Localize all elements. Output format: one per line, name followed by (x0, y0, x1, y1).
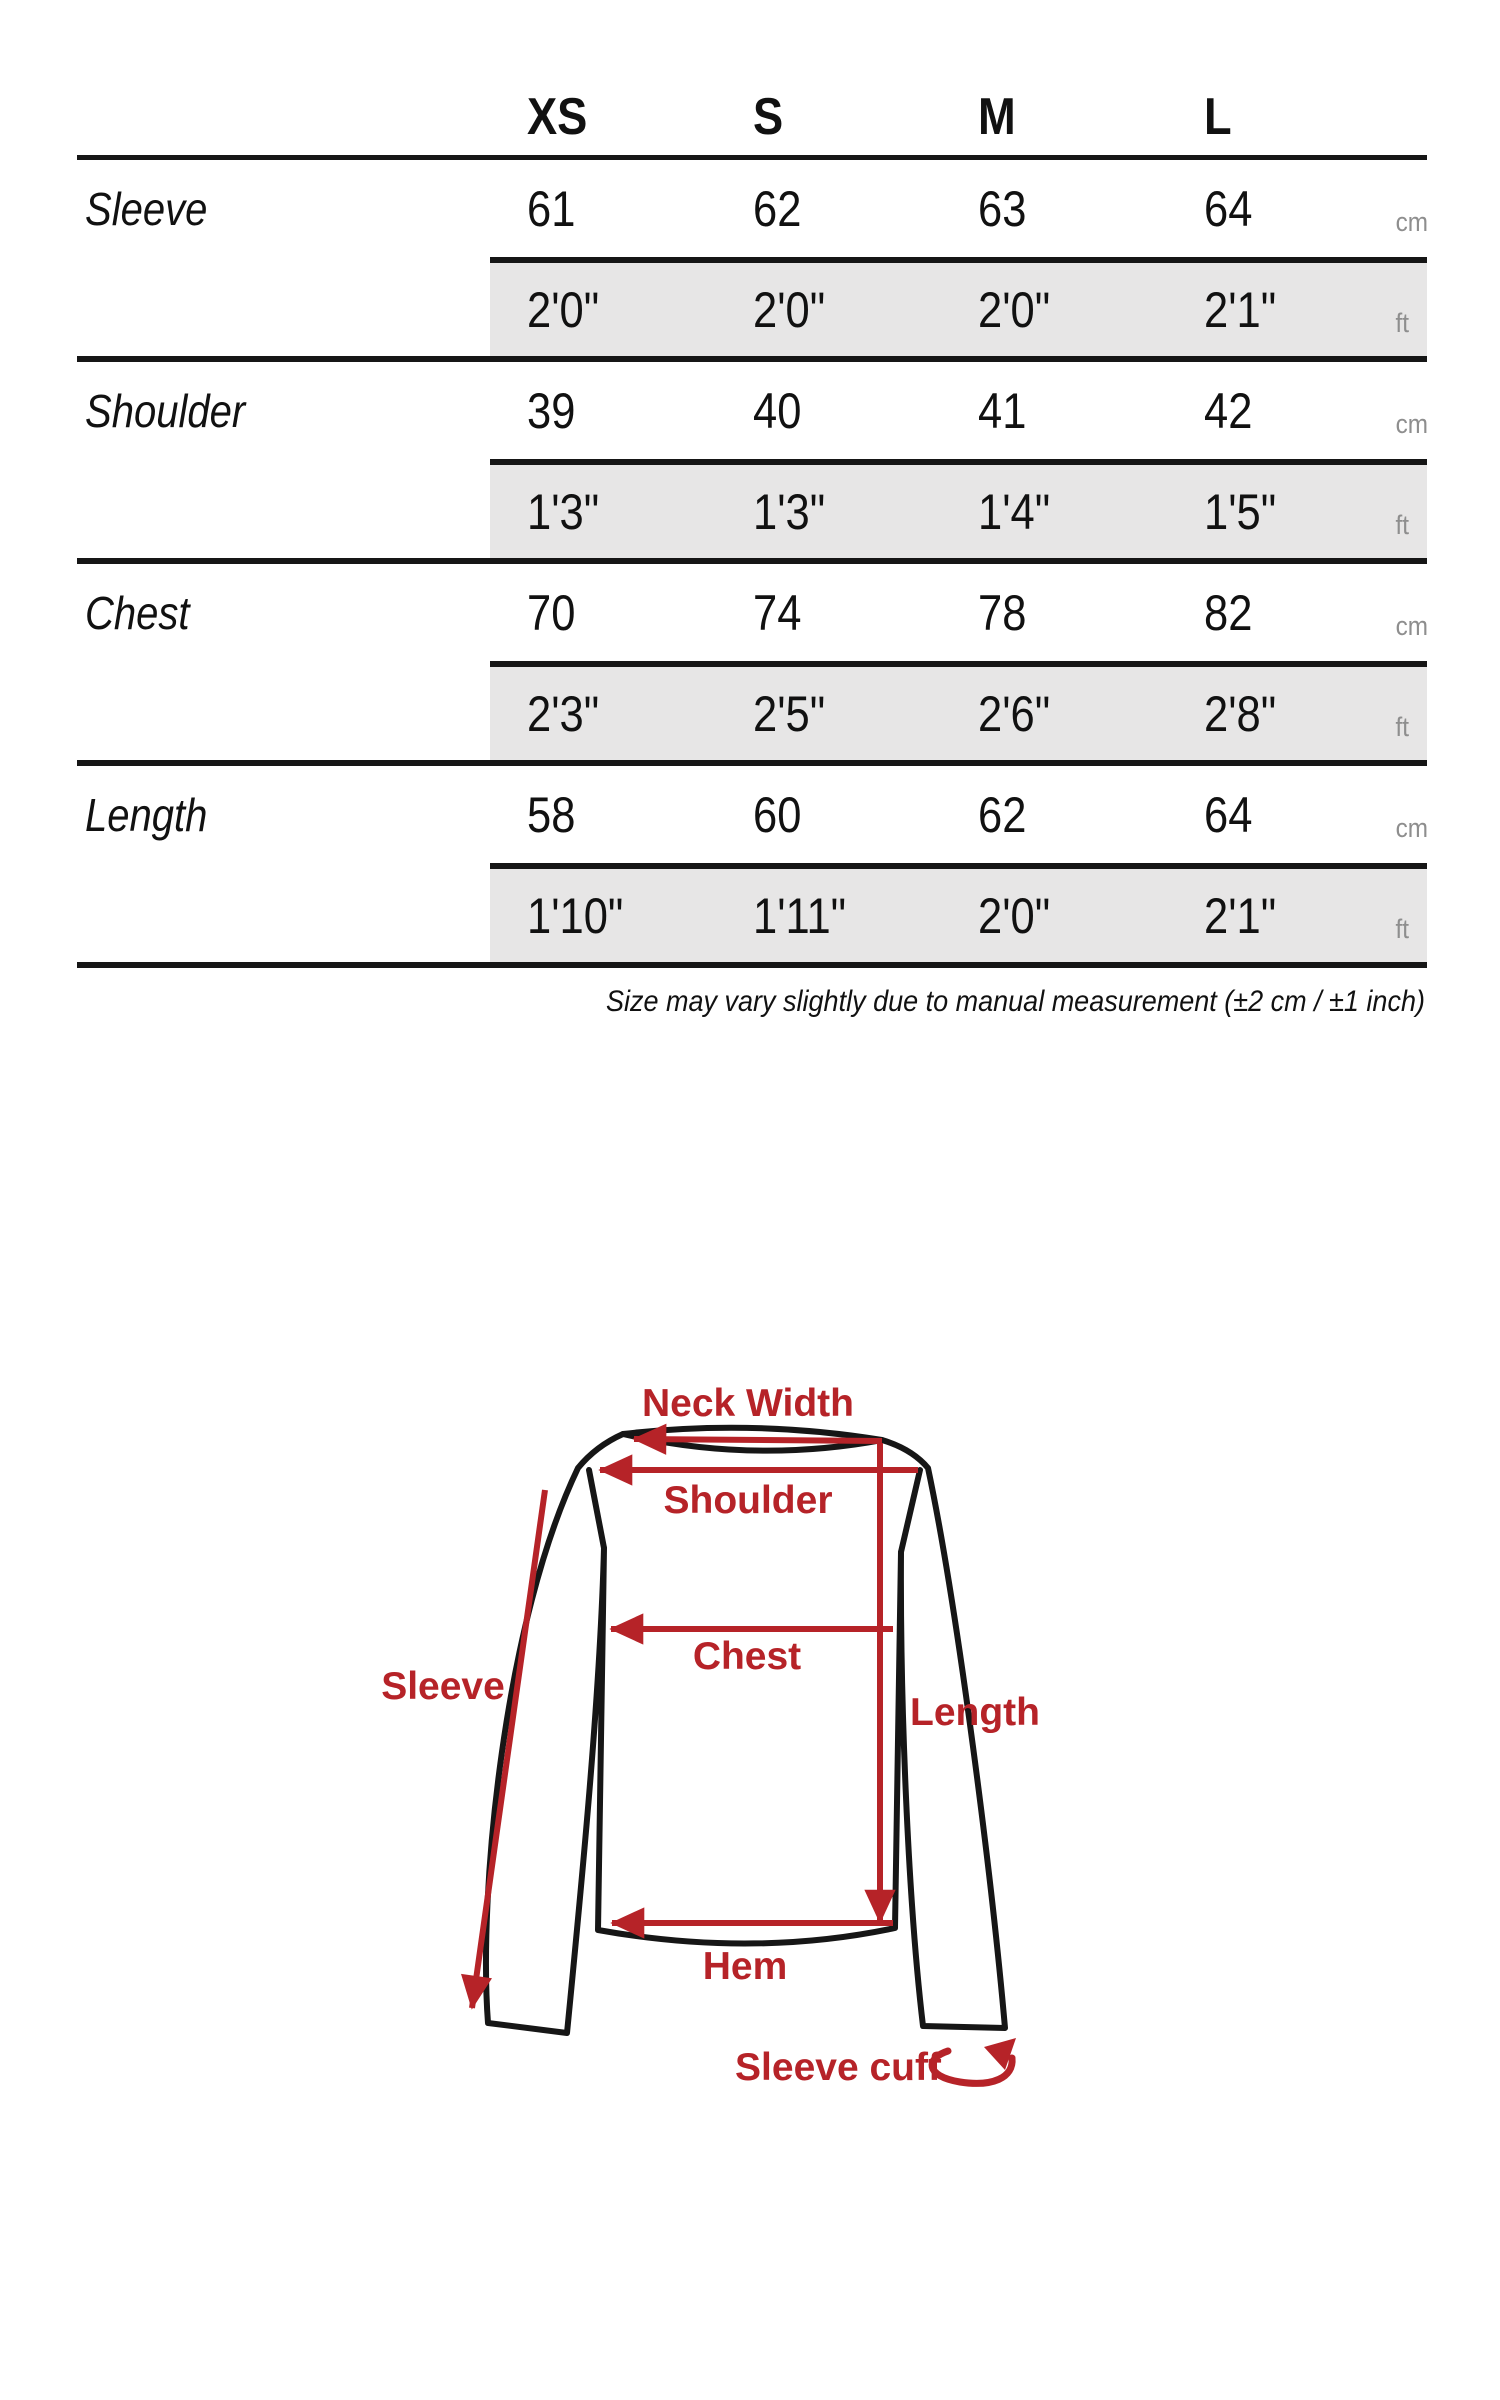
table-row-shoulder-cm (77, 362, 1427, 459)
size-cell: 2'0" (527, 281, 600, 338)
size-col-m: M (978, 88, 1016, 146)
size-cell: 39 (527, 382, 576, 439)
size-cell: 1'3" (752, 483, 825, 540)
size-cell: 61 (527, 180, 576, 237)
size-cell: 40 (752, 382, 801, 439)
size-cell: 41 (978, 382, 1027, 439)
alt-band (490, 257, 1427, 356)
size-cell: 1'5" (1203, 483, 1276, 540)
unit-label-ft: ft (1395, 712, 1409, 742)
row-label: Shoulder (85, 384, 246, 437)
size-header-row (77, 60, 1427, 155)
size-cell: 82 (1203, 584, 1252, 641)
size-cell: 2'0" (752, 281, 825, 338)
unit-label-cm: cm (1395, 813, 1428, 843)
neck-width-label: Neck Width (641, 1382, 855, 1425)
row-spacer (77, 863, 490, 962)
size-cell: 1'11" (752, 887, 846, 944)
length-label: Length (910, 1691, 1040, 1734)
shoulder-label: Shoulder (663, 1479, 833, 1522)
table-row-chest-ft (77, 661, 1427, 760)
row-label: Chest (85, 586, 190, 639)
unit-label-ft: ft (1395, 914, 1409, 944)
unit-label-ft: ft (1395, 308, 1409, 338)
table-row-length-ft (77, 863, 1427, 962)
row-label: Length (85, 788, 208, 841)
size-col-xs: XS (527, 88, 588, 146)
alt-band (490, 661, 1427, 760)
size-cell: 2'3" (527, 685, 600, 742)
size-table (77, 60, 1427, 1019)
size-col-s: S (752, 88, 783, 146)
size-cell: 58 (527, 786, 576, 843)
unit-label-cm: cm (1395, 611, 1428, 641)
size-cell: 2'1" (1203, 281, 1276, 338)
garment-measurement-diagram (0, 1300, 1500, 2200)
size-cell: 2'1" (1203, 887, 1276, 944)
size-cell: 42 (1203, 382, 1252, 439)
sleeve-cuff-label: Sleeve cuff (735, 2046, 941, 2089)
size-cell: 2'0" (978, 887, 1051, 944)
table-row-sleeve-ft (77, 257, 1427, 356)
right-shoulder-seam (901, 1470, 920, 1552)
table-row-sleeve-cm (77, 160, 1427, 257)
row-label: Sleeve (85, 182, 208, 235)
size-cell: 1'10" (527, 887, 624, 944)
unit-label-ft: ft (1395, 510, 1409, 540)
sleeve-arrow (472, 1490, 545, 2008)
size-cell: 2'0" (978, 281, 1051, 338)
size-cell: 64 (1203, 786, 1252, 843)
size-cell: 1'4" (978, 483, 1051, 540)
measurement-disclaimer: Size may vary slightly due to manual measurement (±2 cm / ±1 inch) (606, 985, 1425, 1018)
size-cell: 62 (978, 786, 1027, 843)
size-cell: 63 (978, 180, 1027, 237)
size-cell: 60 (752, 786, 801, 843)
size-cell: 2'5" (752, 685, 825, 742)
neck-width-arrow (634, 1439, 882, 1441)
row-spacer (77, 459, 490, 558)
size-col-l: L (1203, 88, 1232, 146)
sleeve-label: Sleeve (381, 1665, 505, 1708)
table-row-chest-cm (77, 564, 1427, 661)
table-row-length-cm (77, 766, 1427, 863)
size-cell: 74 (752, 584, 801, 641)
chest-label: Chest (692, 1635, 802, 1678)
size-cell: 2'6" (978, 685, 1051, 742)
size-cell: 2'8" (1203, 685, 1276, 742)
size-cell: 64 (1203, 180, 1252, 237)
alt-band (490, 863, 1427, 962)
size-cell: 1'3" (527, 483, 600, 540)
alt-band (490, 459, 1427, 558)
measurement-annotations (381, 1382, 1040, 2089)
unit-label-cm: cm (1395, 409, 1428, 439)
unit-label-cm: cm (1395, 207, 1428, 237)
size-cell: 78 (978, 584, 1027, 641)
table-row-shoulder-ft (77, 459, 1427, 558)
row-spacer (77, 257, 490, 356)
table-bottom-rule (77, 962, 1427, 968)
row-spacer (77, 661, 490, 760)
size-cell: 62 (752, 180, 801, 237)
hem-label: Hem (702, 1945, 788, 1988)
left-shoulder-seam (589, 1470, 604, 1548)
size-cell: 70 (527, 584, 576, 641)
